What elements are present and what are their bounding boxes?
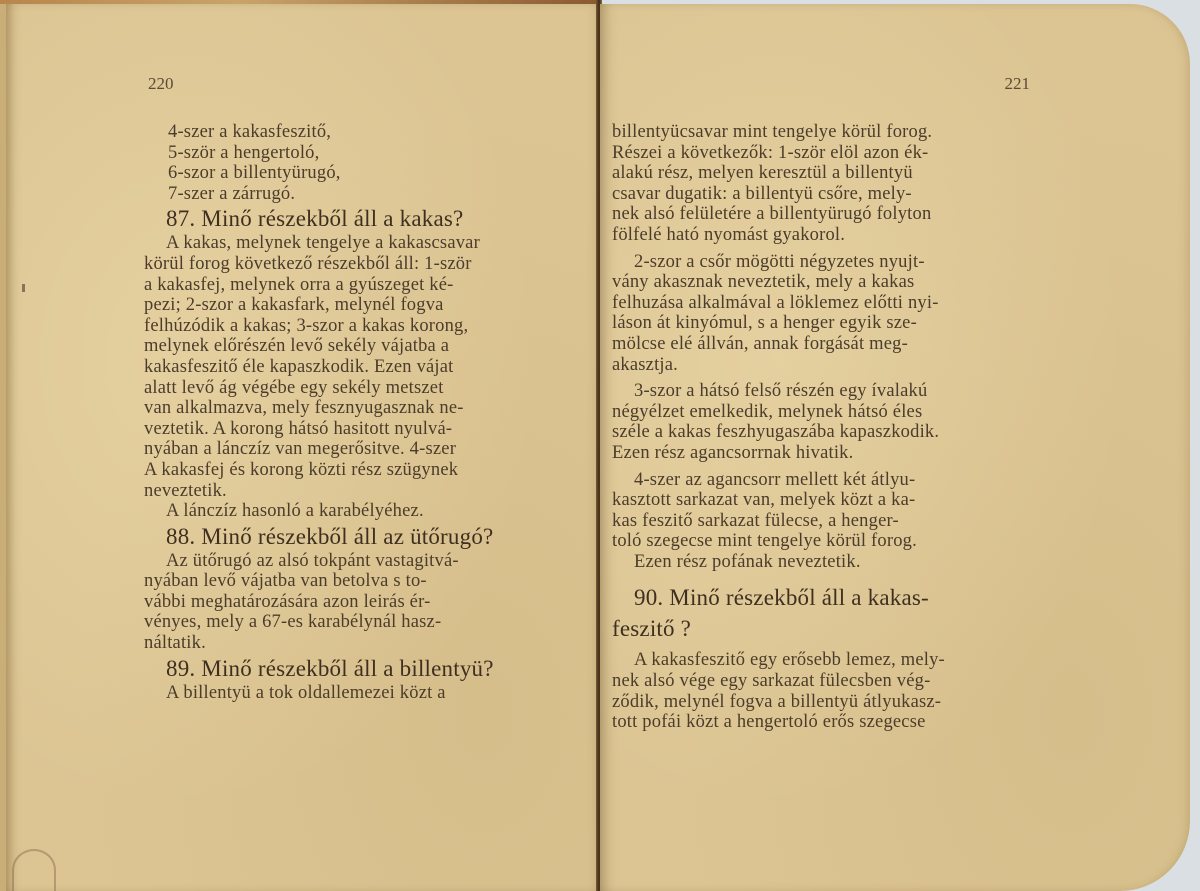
text-line: neveztetik. [144, 480, 227, 501]
list-item: 4-szer a kakasfeszitő, [168, 122, 332, 142]
text-line: A lánczíz hasonló a karabélyéhez. [166, 501, 424, 522]
list-item: 5-ször a hengertoló, [168, 142, 320, 163]
text-line: veztetik. A korong hátsó hasitott nyulvá- [144, 418, 453, 439]
text-line: nek alsó vége egy sarkazat fülecsben vég- [612, 671, 931, 692]
list-item: 7-szer a zárrugó. [168, 183, 296, 204]
text-line: kasztott sarkazat van, melyek közt a ka- [612, 490, 916, 511]
question-87-heading: 87. Minő részekből áll a kakas? [166, 206, 464, 232]
text-line: melynek előrészén levő sekély vájatba a [144, 336, 450, 357]
text-line: vábbi meghatározására azon leirás ér- [144, 591, 431, 612]
text-line: Ezen rész agancsorrnak hivatik. [612, 442, 854, 463]
page-corner-curl [12, 849, 56, 891]
text-line: felhúzódik a kakas; 3-szor a kakas korong, [144, 315, 469, 336]
text-line: pezi; 2-szor a kakasfark, melynél fogva [144, 295, 444, 316]
text-line: alakú rész, melyen keresztül a billentyü [612, 163, 913, 184]
text-line: vány akasznak neveztetik, mely a kakas [612, 272, 915, 293]
text-line: van alkalmazva, mely fesznyugasznak ne- [144, 398, 464, 419]
text-line: A kakas, melynek tengelye a kakascsavar [166, 233, 480, 254]
margin-mark [22, 284, 25, 292]
right-page [600, 4, 1190, 891]
text-line: láson át kinyómul, s a henger egyik sze- [612, 313, 917, 334]
text-line: tott pofái közt a hengertoló erős szegecse [612, 712, 926, 733]
text-line: Az ütőrugó az alsó tokpánt vastagitvá- [166, 550, 459, 571]
text-line: kakasfeszitő éle kapaszkodik. Ezen vájat [144, 356, 454, 377]
left-page [0, 4, 604, 891]
text-line: kas feszitő sarkazat fülecse, a henger- [612, 510, 899, 531]
text-line: négyélzet emelkedik, melynek hátsó éles [612, 401, 923, 422]
page-number-left: 220 [148, 74, 174, 93]
left-page-text [144, 122, 574, 703]
question-89-heading: 89. Minő részekből áll a billentyü? [166, 655, 494, 681]
text-line: A kakasfej és korong közti rész szügynek [144, 459, 459, 480]
question-90-heading: 90. Minő részekből áll a kakas- [634, 585, 929, 611]
text-line: nyában a lánczíz van megerősitve. 4-szer [144, 439, 457, 460]
text-line: ződik, melynél fogva a billentyü átlyukasz- [612, 691, 942, 712]
text-line: a kakasfej, melynek orra a gyúszeget ké- [144, 274, 454, 295]
text-line: körül forog következő részekből áll: 1-ször [144, 253, 472, 274]
text-line: billentyücsavar mint tengelye körül forog. [612, 122, 933, 142]
text-line: fölfelé ható nyomást gyakorol. [612, 224, 846, 245]
question-88-heading: 88. Minő részekből áll az ütőrugó? [166, 523, 494, 549]
text-line: Ezen rész pofának neveztetik. [634, 551, 861, 572]
text-line: alatt levő ág végébe egy sekély metszet [144, 377, 444, 398]
text-line: A billentyü a tok oldallemezei közt a [166, 682, 446, 703]
parts-list [144, 122, 574, 204]
text-line: csavar dugatik: a billentyü csőre, mely- [612, 183, 912, 204]
text-line: nyában levő vájatba van betolva s to- [144, 571, 427, 592]
text-line: náltatik. [144, 633, 206, 654]
text-line: 3-szor a hátsó felső részén egy ívalakú [634, 381, 928, 402]
text-line: 2-szor a csőr mögötti négyzetes nyujt- [634, 251, 925, 272]
right-page-text [612, 122, 1042, 733]
question-90-heading-cont: feszitő ? [612, 616, 692, 642]
text-line: vényes, mely a 67-es karabélynál hasz- [144, 612, 442, 633]
page-number-right: 221 [1004, 74, 1030, 93]
text-line: A kakasfeszitő egy erősebb lemez, mely- [634, 650, 945, 671]
text-line: mölcse elé állván, annak forgását meg- [612, 333, 908, 354]
text-line: nek alsó felületére a billentyürugó folyton [612, 204, 932, 225]
text-line: Részei a következők: 1-ször elöl azon ék- [612, 142, 929, 163]
text-line: 4-szer az agancsorr mellett két átlyu- [634, 469, 916, 490]
text-line: széle a kakas feszhyugaszába kapaszkodik. [612, 422, 940, 443]
text-line: felhuzása alkalmával a löklemez előtti nyi- [612, 292, 939, 313]
list-item: 6-szor a billentyürugó, [168, 163, 341, 184]
text-line: toló szegecse mint tengelye körül forog. [612, 531, 917, 552]
spacer [612, 572, 1042, 582]
text-line: akasztja. [612, 354, 678, 375]
